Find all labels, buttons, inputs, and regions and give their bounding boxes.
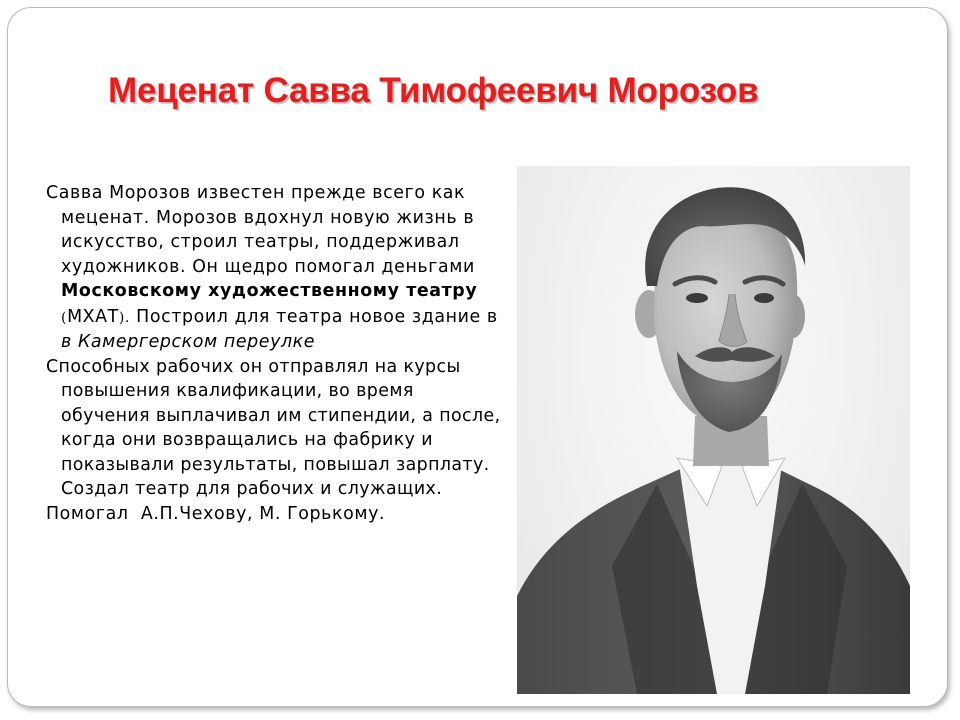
- slide-body: [46, 181, 504, 526]
- paren-close: ).: [118, 309, 131, 326]
- paren-open: (: [61, 309, 68, 326]
- paragraph-patronage: [46, 181, 504, 355]
- slide-title: Меценат Савва Тимофеевич Морозов: [108, 71, 759, 110]
- writers-names: А.П.Чехову, М. Горькому.: [140, 503, 386, 524]
- portrait-photo: [517, 166, 910, 694]
- mkhat-abbreviation: МХАТ: [67, 306, 119, 327]
- paragraph-workers: Способных рабочих он отправлял на курсы повышения квалификации, во время обучения выплачивал им стипендии, а после, когда они возвращались на фабрику и показывали результаты, повышал зарплату. Создал театр для рабочих и служащих.: [46, 356, 501, 499]
- kamergersky-lane: в Камергерском переулке: [61, 332, 316, 352]
- moscow-art-theatre-name: Московскому художественному театру: [61, 281, 478, 301]
- paragraph-helped-writers: [46, 502, 504, 527]
- paragraph-patronage-building: Построил для театра новое здание в: [130, 306, 498, 327]
- paragraph-patronage-text: Савва Морозов известен прежде всего как меценат. Морозов вдохнул новую жизнь в искусство, строил театры, поддерживал художников. Он щедро помогал деньгами: [46, 183, 475, 277]
- helped-label: Помогал: [46, 503, 129, 524]
